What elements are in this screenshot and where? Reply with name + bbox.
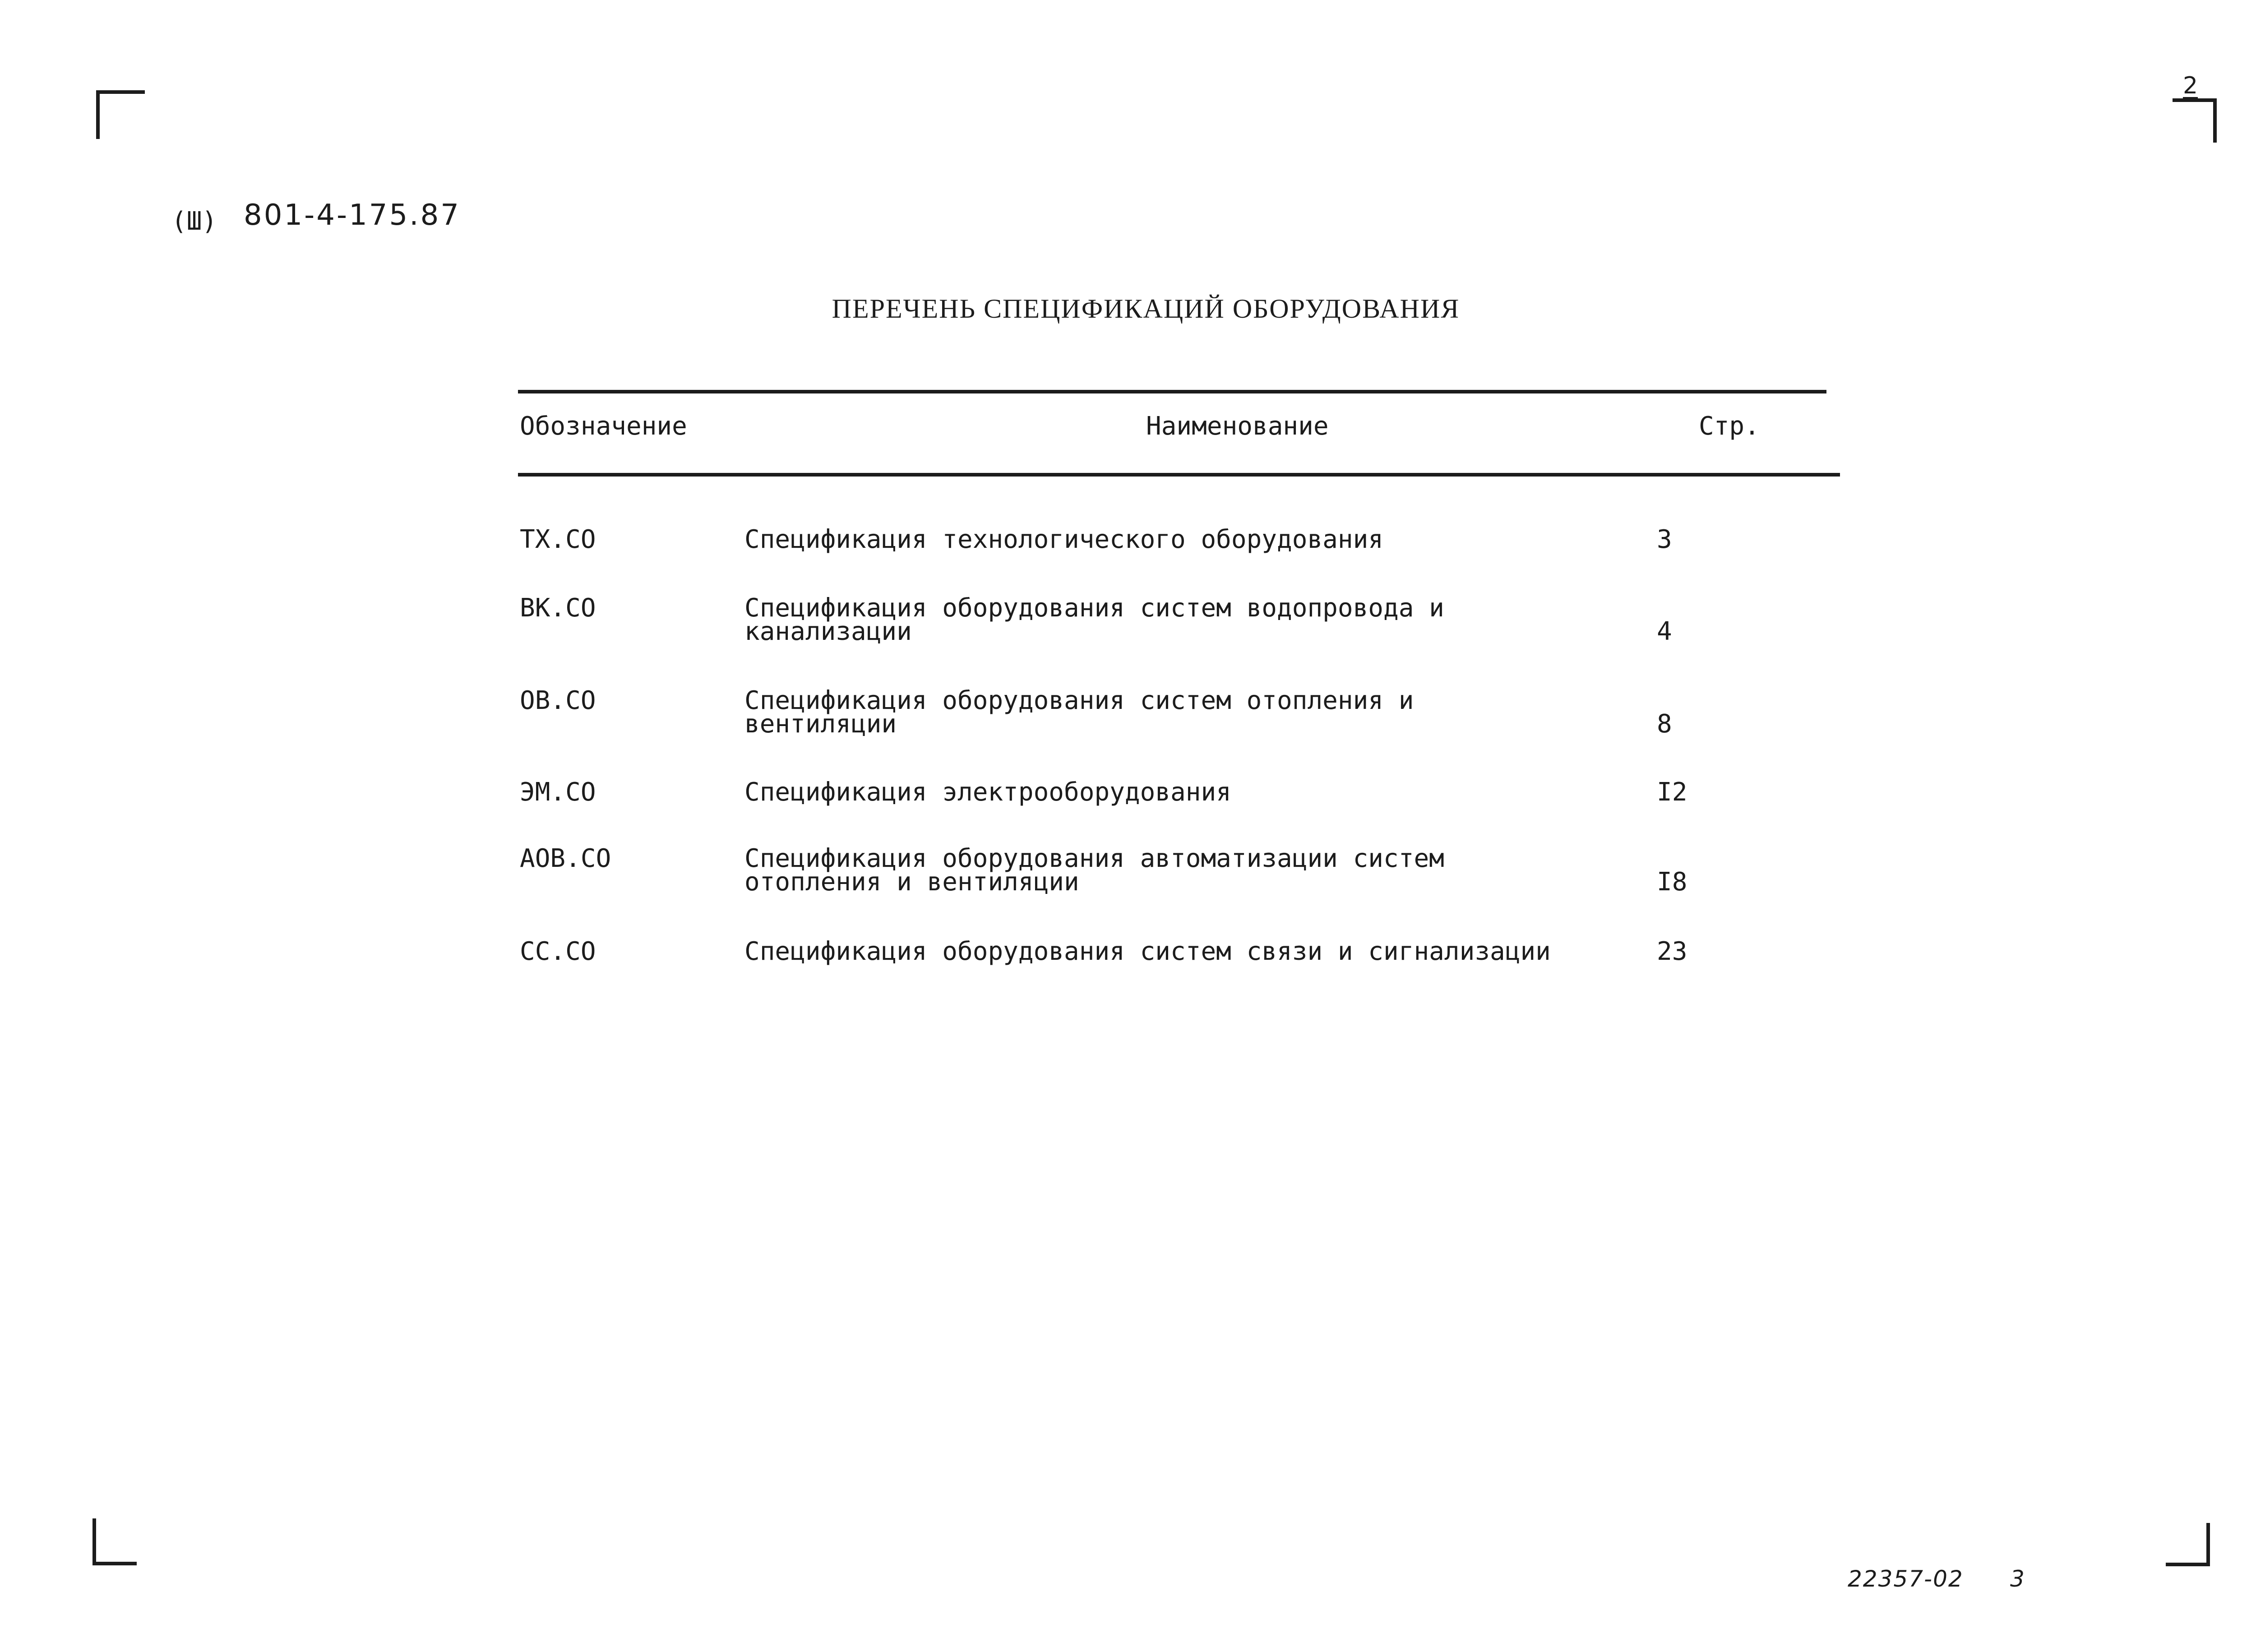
table-top-rule: [518, 390, 1826, 393]
column-header-code: Обозначение: [520, 412, 687, 441]
row-code: ВК.СО: [520, 593, 596, 623]
row-code: ТХ.СО: [520, 525, 596, 554]
row-name: Спецификация электрооборудования: [744, 777, 1231, 807]
row-page: 23: [1657, 937, 1687, 966]
row-name: Спецификация оборудования систем связи и сигнализации: [744, 937, 1551, 966]
column-header-page: Стр.: [1699, 412, 1760, 441]
row-page: 3: [1657, 525, 1672, 554]
column-header-name: Наименование: [1146, 412, 1329, 441]
row-name: Спецификация оборудования систем водопровода и канализации: [744, 593, 1444, 646]
document-code: 801-4-175.87: [244, 199, 461, 232]
row-code: АОВ.СО: [520, 844, 611, 873]
row-name: Спецификация оборудования систем отопления и вентиляции: [744, 686, 1414, 739]
row-name: Спецификация технологического оборудования: [744, 525, 1384, 554]
corner-mark-bottom-left: [92, 1518, 137, 1565]
row-page: 4: [1657, 617, 1672, 646]
corner-mark-top-left: [96, 90, 145, 139]
row-code: ОВ.СО: [520, 686, 596, 715]
row-page: I8: [1657, 867, 1687, 897]
page-title: ПЕРЕЧЕНЬ СПЕЦИФИКАЦИЙ ОБОРУДОВАНИЯ: [832, 294, 1460, 324]
table-header-rule: [518, 473, 1840, 477]
row-page: 8: [1657, 709, 1672, 739]
sheet-number: 2: [2183, 72, 2198, 99]
row-code: ЭМ.СО: [520, 777, 596, 807]
row-name: Спецификация оборудования автоматизации систем отопления и вентиляции: [744, 844, 1444, 897]
row-code: СС.СО: [520, 937, 596, 966]
series-label: (Ш): [171, 207, 217, 236]
row-page: I2: [1657, 777, 1687, 807]
corner-mark-bottom-right: [2166, 1523, 2210, 1566]
corner-mark-top-right: [2173, 98, 2217, 143]
footer-page-number: 3: [2010, 1566, 2025, 1592]
footer-document-number: 22357-02: [1848, 1566, 1964, 1592]
